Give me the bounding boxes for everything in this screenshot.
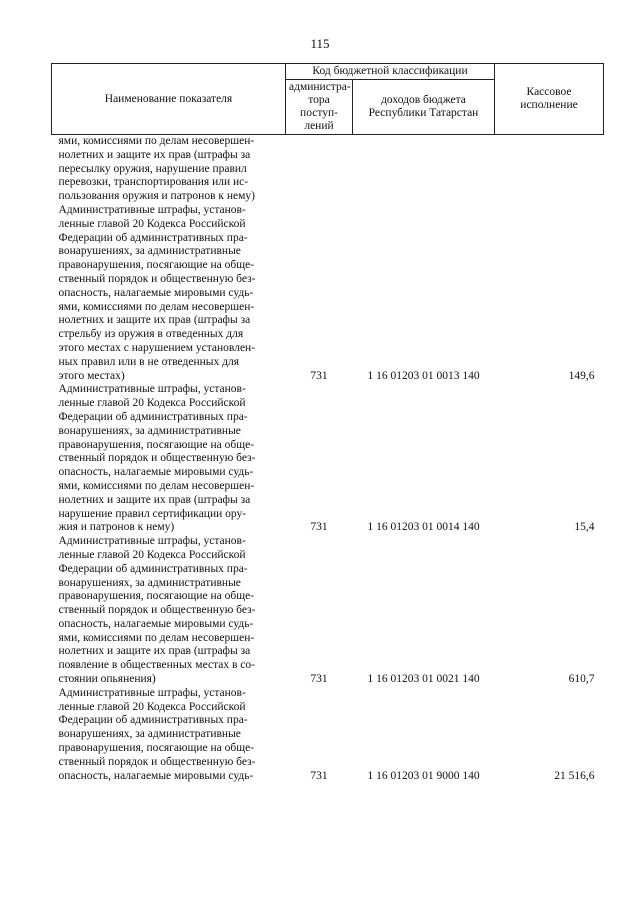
table-row xyxy=(52,535,604,687)
row-income-code: 1 16 01203 01 9000 140 xyxy=(367,769,480,782)
row-admin-code: 731 xyxy=(310,673,328,686)
table-row xyxy=(52,383,604,535)
row-amount: 15,4 xyxy=(574,521,595,534)
row-income-code: 1 16 01203 01 0014 140 xyxy=(367,521,480,534)
header-code-group: Код бюджетной классификации xyxy=(286,64,495,80)
row-admin-code: 731 xyxy=(310,369,328,382)
page-number: 115 xyxy=(310,36,330,51)
header-admin: администра- тора поступ- лений xyxy=(286,80,353,135)
table-row xyxy=(52,687,604,784)
header-cash: Кассовое исполнение xyxy=(495,64,604,135)
row-description: Административные штрафы, установ- ленные главой 20 Кодекса Российской Федерации об административных пра- вонарушениях, за административные правонарушения, посягающие на обще- ственный порядок и общественную без- опасность, налагаемые мировыми судь- ями, комиссиями по делам несовершен- нолетних и защите их прав (штрафы за появление в общественных местах в со- стоянии опьянения) xyxy=(58,535,256,686)
row-description: Административные штрафы, установ- ленные главой 20 Кодекса Российской Федерации об административных пра- вонарушениях, за административные правонарушения, посягающие на обще- ственный порядок и общественную без- опасность, налагаемые мировыми судь- xyxy=(58,686,256,782)
row-admin-code: 731 xyxy=(310,769,328,782)
header-name: Наименование показателя xyxy=(52,64,286,135)
table-row xyxy=(52,204,604,383)
row-description: Административные штрафы, установ- ленные главой 20 Кодекса Российской Федерации об административных пра- вонарушениях, за административные правонарушения, посягающие на обще- ственный порядок и общественную без- опасность, налагаемые мировыми судь- ями, комиссиями по делам несовершен- нолетних и защите их прав (штрафы за нарушение правил сертификации ору- жия и патронов к нему) xyxy=(58,383,256,534)
row-income-code: 1 16 01203 01 0013 140 xyxy=(367,369,480,382)
table-row xyxy=(52,135,604,204)
row-description: Административные штрафы, установ- ленные главой 20 Кодекса Российской Федерации об административных пра- вонарушениях, за административные правонарушения, посягающие на обще- ственный порядок и общественную без- опасность, налагаемые мировыми судь- ями, комиссиями по делам несовершен- нолетних и защите их прав (штрафы за стрельбу из оружия в отведенных для этого местах с нарушением установлен- ных правил или в не отведенных для этого местах) xyxy=(58,203,256,382)
budget-table xyxy=(51,63,604,783)
row-amount: 149,6 xyxy=(568,369,595,382)
row-income-code: 1 16 01203 01 0021 140 xyxy=(367,673,480,686)
header-income: доходов бюджета Республики Татарстан xyxy=(353,80,495,135)
row-description: ями, комиссиями по делам несовершен- нолетних и защите их прав (штрафы за пересылку оружия, нарушение правил перевозки, транспортирования или ис- пользования оружия и патронов к нему) xyxy=(58,135,255,203)
row-admin-code: 731 xyxy=(310,521,328,534)
row-amount: 21 516,6 xyxy=(554,769,595,782)
row-amount: 610,7 xyxy=(568,673,595,686)
